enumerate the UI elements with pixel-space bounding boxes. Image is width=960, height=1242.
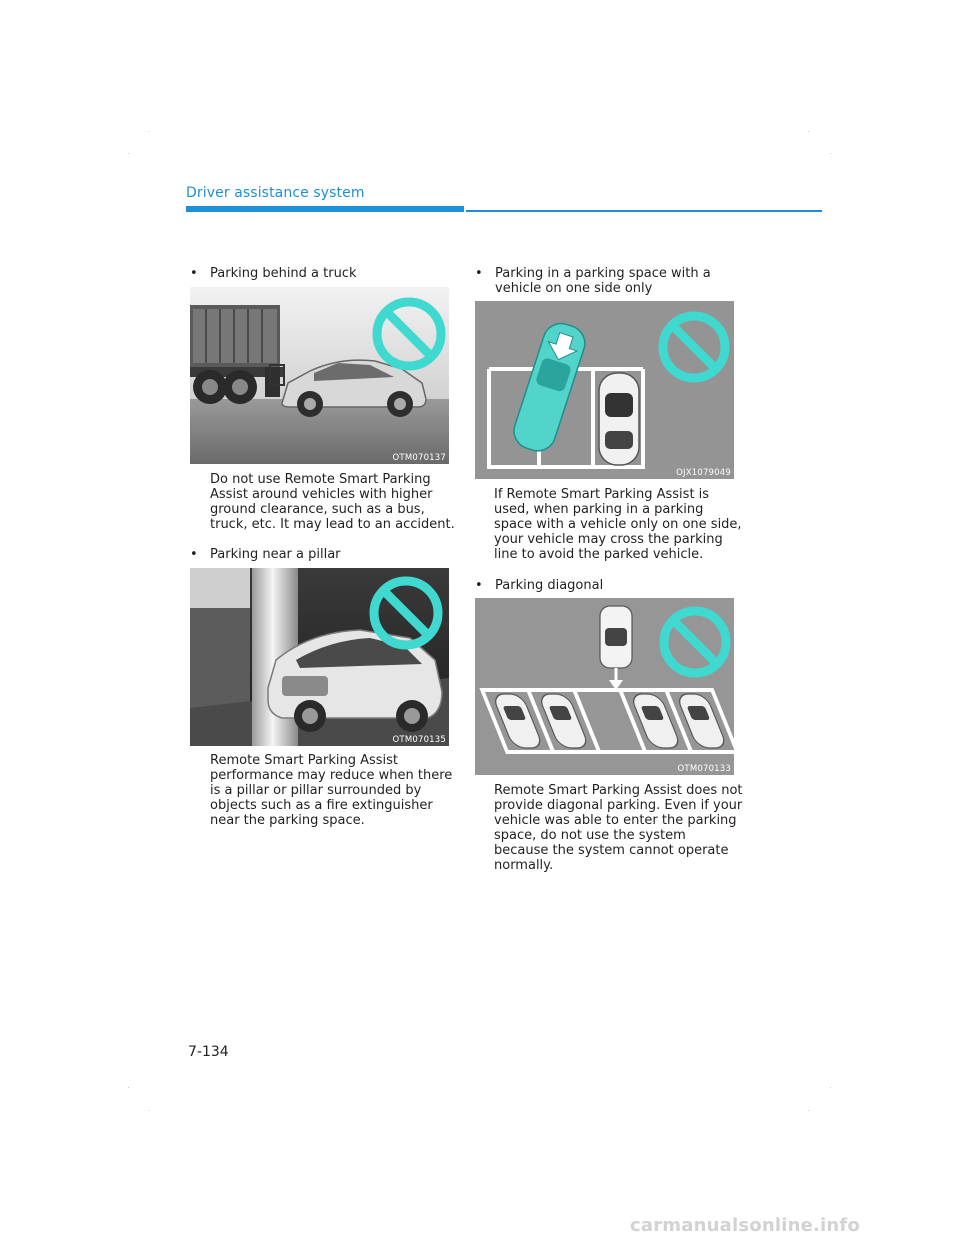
figure-code: OJX1079049 — [676, 468, 731, 478]
crop-mark — [148, 1110, 149, 1111]
bullet-label: Parking near a pillar — [210, 547, 341, 562]
crop-mark — [830, 1087, 831, 1088]
bullet-item-diagonal — [475, 578, 745, 593]
figure-code: OTM070135 — [392, 735, 446, 745]
bullet-label: Parking behind a truck — [210, 266, 357, 281]
crop-mark — [148, 131, 149, 132]
crop-mark — [128, 153, 129, 154]
diagonal-description: Remote Smart Parking Assist does not provide diagonal parking. Even if your vehicle was able to enter the parking space, do not use the system because the system cannot operate normally. — [494, 783, 743, 873]
one-side-description: If Remote Smart Parking Assist is used, when parking in a parking space with a vehicle only on one side, your vehicle may cross the parking line to avoid the parked vehicle. — [494, 487, 742, 562]
header-rule — [466, 210, 822, 212]
figure-pillar — [190, 568, 449, 746]
page-number: 7-134 — [188, 1044, 229, 1060]
bullet-dot: • — [475, 578, 483, 593]
figure-diagonal — [475, 598, 734, 775]
bullet-dot: • — [190, 547, 198, 562]
crop-mark — [830, 153, 831, 154]
truck-description: Do not use Remote Smart Parking Assist around vehicles with higher ground clearance, such as a bus, truck, etc. It may lead to an accident. — [210, 472, 455, 532]
crop-mark — [808, 1110, 809, 1111]
watermark: carmanualsonline.info — [630, 1215, 861, 1236]
bullet-dot: • — [190, 266, 198, 281]
figure-code: OTM070133 — [677, 764, 731, 774]
pillar-description: Remote Smart Parking Assist performance may reduce when there is a pillar or pillar surrounded by objects such as a fire extinguisher near the parking space. — [210, 753, 453, 828]
bullet-item-truck — [190, 266, 460, 281]
section-title: Driver assistance system — [186, 185, 365, 201]
figure-code: OTM070137 — [392, 453, 446, 463]
bullet-item-pillar — [190, 547, 460, 562]
figure-truck — [190, 287, 449, 464]
bullet-label: Parking in a parking space with a vehicle on one side only — [495, 266, 711, 296]
figure-one-side — [475, 301, 734, 479]
bullet-dot: • — [475, 266, 483, 281]
bullet-item-one-side — [475, 266, 745, 296]
crop-mark — [808, 131, 809, 132]
crop-mark — [128, 1087, 129, 1088]
header-accent-bar — [186, 206, 464, 212]
bullet-label: Parking diagonal — [495, 578, 604, 593]
